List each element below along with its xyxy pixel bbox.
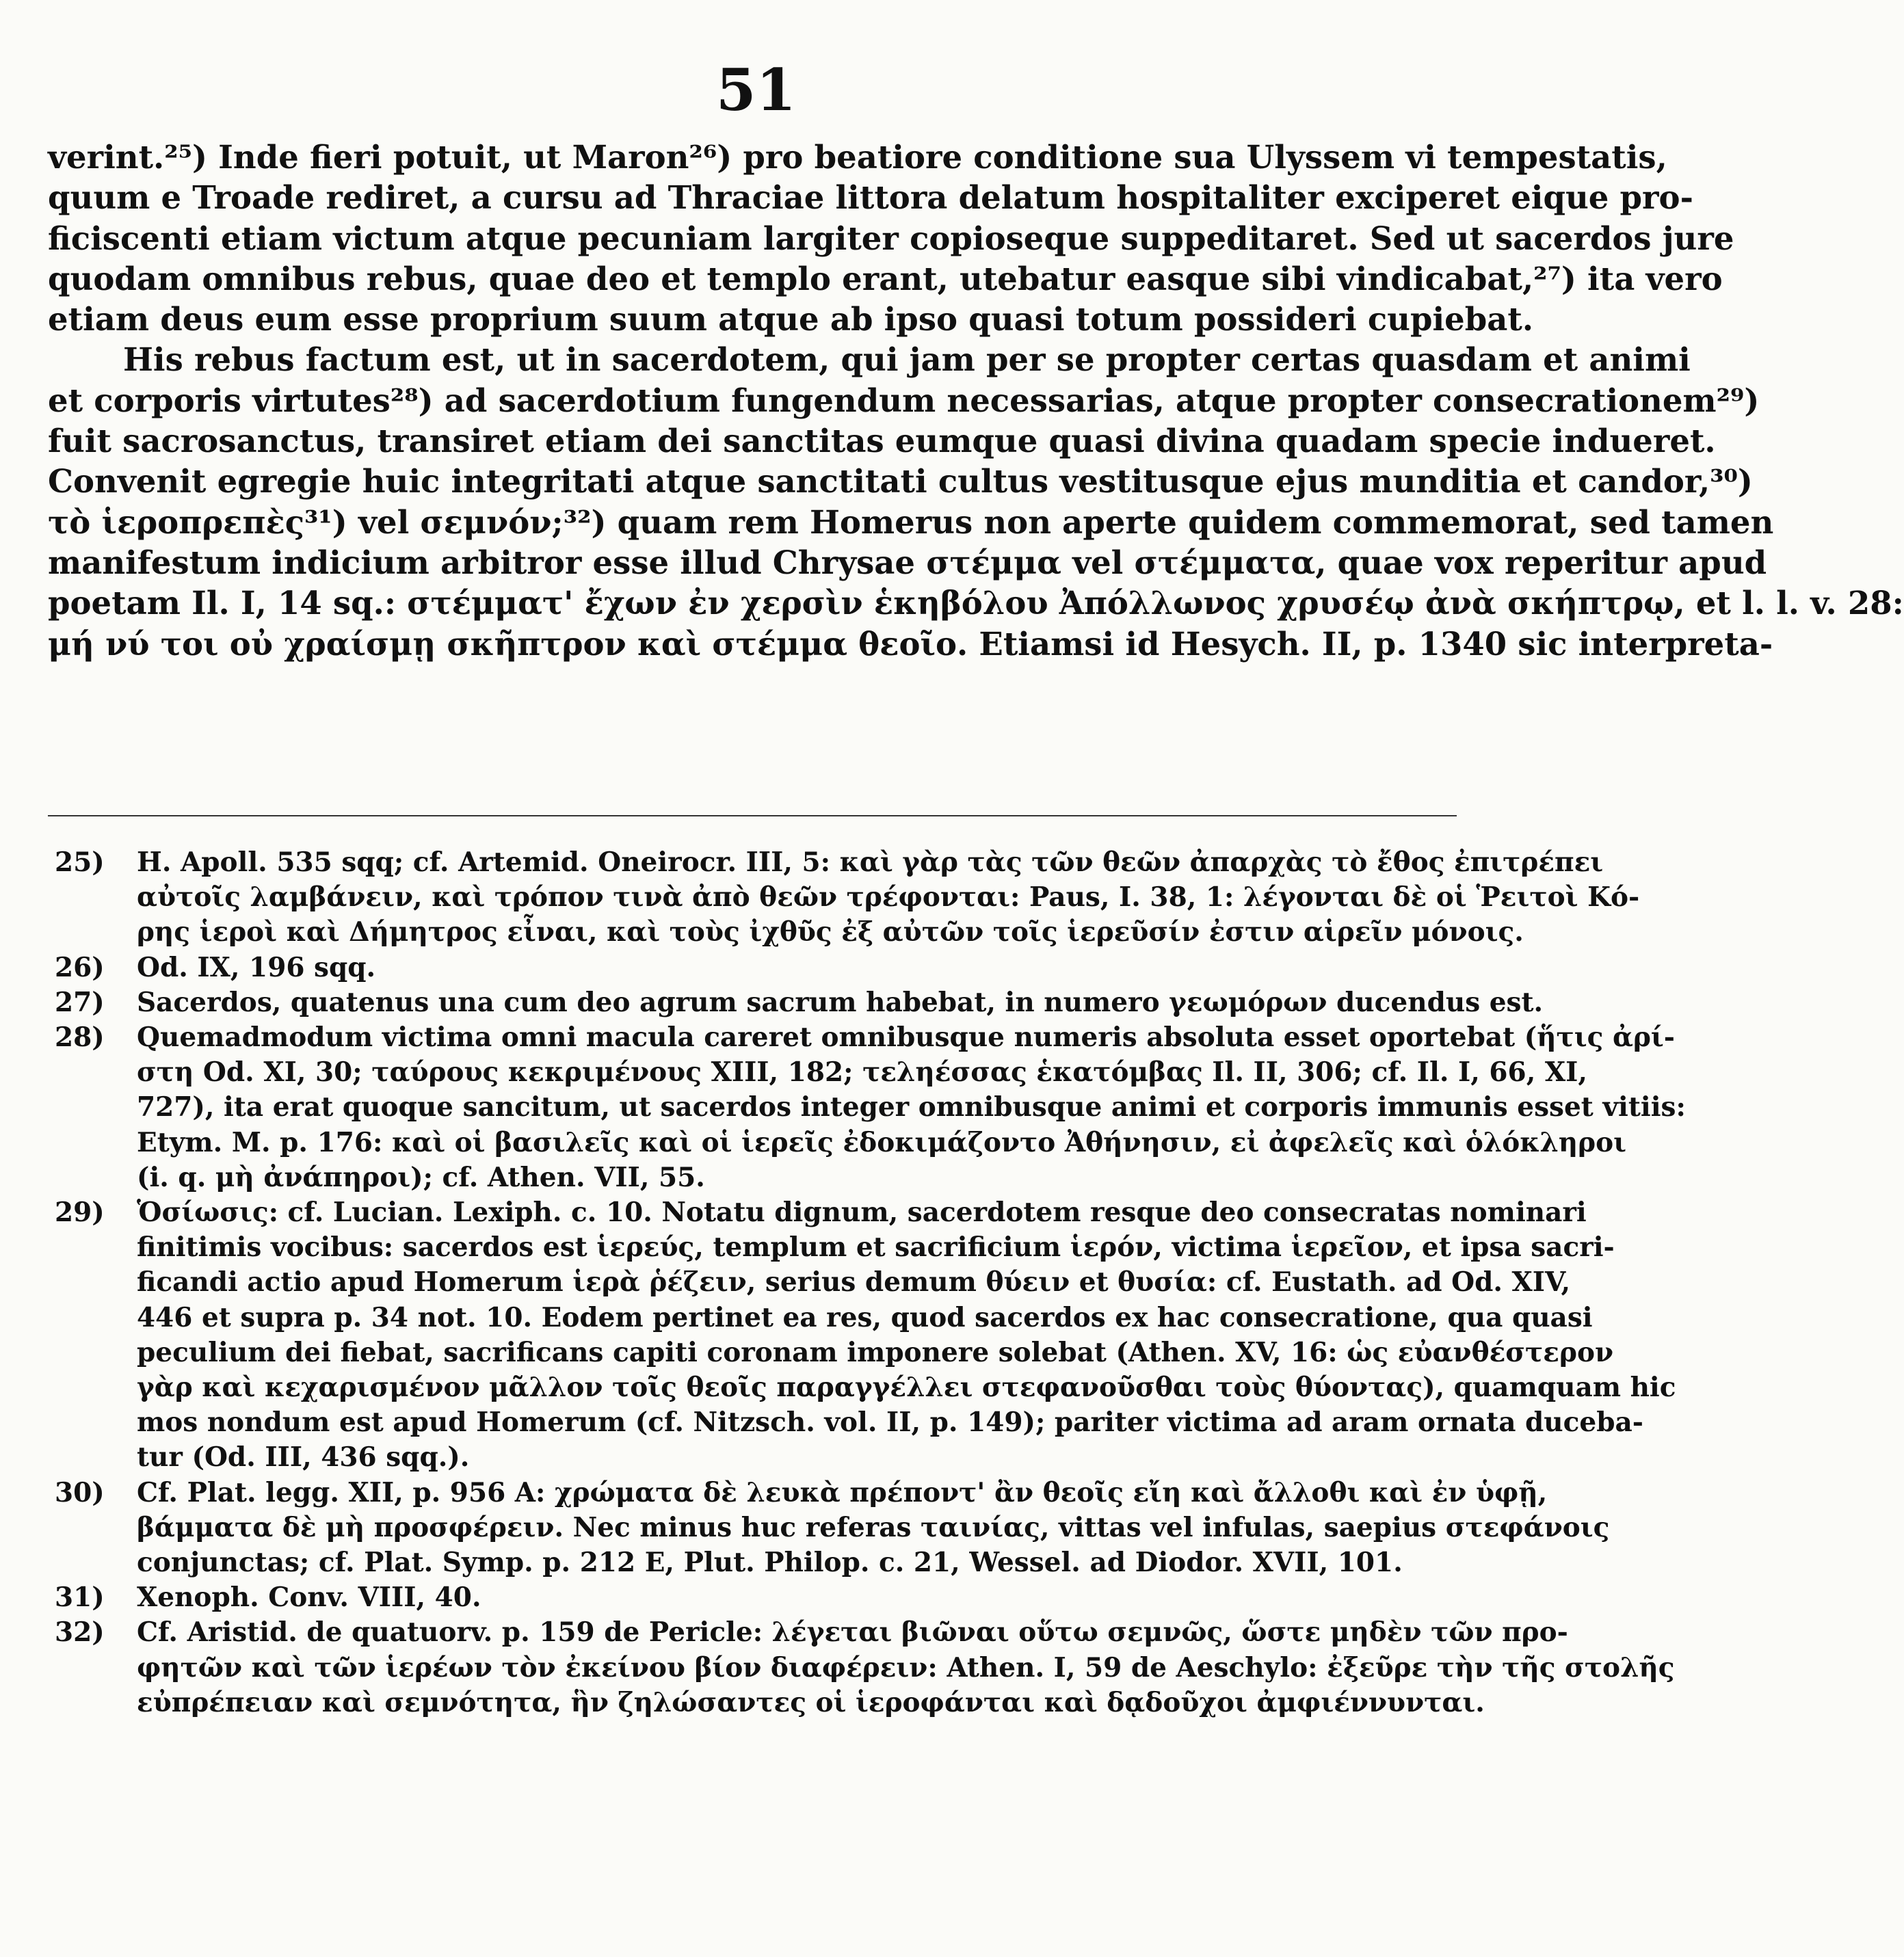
footnote-line: Xenoph. Conv. VIII, 40.: [137, 1582, 481, 1614]
footnote-27: [48, 985, 1544, 1020]
footnote-line: αὐτοῖς λαμβάνειν, καὶ τρόπον τινὰ ἀπὸ θεῶν τρέφονται: Paus, I. 38, 1: λέγονται δὲ οἱ Ῥειτοὶ Κό-: [137, 881, 1640, 914]
footnote-line: mos nondum est apud Homerum (cf. Nitzsch. vol. II, p. 149); pariter victima ad aram ornata duceba-: [137, 1407, 1643, 1439]
footnote-line: Sacerdos, quatenus una cum deo agrum sacrum habebat, in numero γεωμόρων ducendus est.: [137, 986, 1544, 1018]
footnote-line: (i. q. μὴ ἀνάπηροι); cf. Athen. VII, 55.: [137, 1161, 705, 1193]
footnote-line: peculium dei fiebat, sacrificans capiti coronam imponere solebat (Athen. XV, 16: ὡς εὐανθέστερον: [137, 1336, 1614, 1368]
body-line: μή νύ τοι οὐ χραίσμῃ σκῆπτρον καὶ στέμμα θεοῖο. Etiamsi id Hesych. II, p. 1340 sic interpreta-: [48, 624, 1773, 663]
footnote-line: ρης ἱεροὶ καὶ Δήμητρος εἶναι, καὶ τοὺς ἰχθῦς ἐξ αὐτῶν τοῖς ἱερεῦσίν ἐστιν αἱρεῖν μόνοις.: [137, 916, 1524, 948]
footnote-line: βάμματα δὲ μὴ προσφέρειν. Nec minus huc referas ταινίας, vittas vel infulas, saepius στεφάνοις: [137, 1511, 1610, 1543]
footnote-28: [48, 1020, 1686, 1195]
footnote-31: [48, 1580, 1457, 1615]
footnote-29: [48, 1195, 1676, 1476]
footnote-line: ficandi actio apud Homerum ἱερὰ ῥέζειν, serius demum θύειν et θυσία: cf. Eustath. ad Od. XIV,: [137, 1266, 1571, 1299]
page-number: 51: [716, 56, 796, 124]
footnote-line: 727), ita erat quoque sancitum, ut sacerdos integer omnibusque animi et corporis immunis esset vitiis:: [137, 1091, 1686, 1123]
body-line: ficiscenti etiam victum atque pecuniam largiter copioseque suppeditaret. Sed ut sacerdos jure: [48, 219, 1734, 257]
body-line: Convenit egregie huic integritati atque sanctitati cultus vestitusque ejus munditia et candor,³⁰): [48, 462, 1753, 501]
main-text: [48, 137, 1904, 664]
footnote-line: εὐπρέπειαν καὶ σεμνότητα, ἣν ζηλώσαντες οἱ ἱεροφάνται καὶ δᾳδοῦχοι ἀμφιέννυνται.: [137, 1686, 1485, 1718]
footnote-line: finitimis vocibus: sacerdos est ἱερεύς, templum et sacrificium ἱερόν, victima ἱερεῖον, et ipsa sacri-: [137, 1232, 1615, 1264]
footnote-number: 25): [55, 847, 105, 878]
footnote-line: στη Od. XI, 30; ταύρους κεκριμένους XIII, 182; τεληέσσας ἑκατόμβας Il. II, 306; cf. Il. I, 66, XI,: [137, 1056, 1587, 1089]
body-line: verint.²⁵) Inde fieri potuit, ut Maron²⁶) pro beatiore conditione sua Ulyssem vi tempestatis,: [48, 138, 1667, 176]
body-line: τὸ ἱεροπρεπὲς³¹) vel σεμνόν;³²) quam rem Homerus non aperte quidem commemorat, sed tamen: [48, 503, 1774, 541]
footnotes: [48, 845, 1686, 1720]
footnote-line: conjunctas; cf. Plat. Symp. p. 212 E, Plut. Philop. c. 21, Wessel. ad Diodor. XVII, 101.: [137, 1547, 1403, 1579]
body-line: et corporis virtutes²⁸) ad sacerdotium fungendum necessarias, atque propter consecrationem²⁹): [48, 381, 1760, 419]
body-line: fuit sacrosanctus, transiret etiam dei sanctitas eumque quasi divina quadam specie indueret.: [48, 422, 1716, 460]
footnote-30: [48, 1476, 1610, 1581]
footnote-line: 446 et supra p. 34 not. 10. Eodem pertinet ea res, quod sacerdos ex hac consecratione, qua quasi: [137, 1301, 1593, 1333]
footnote-line: Od. IX, 196 sqq.: [137, 951, 376, 983]
footnote-line: Ὁσίωσις: cf. Lucian. Lexiph. c. 10. Notatu dignum, sacerdotem resque deo consecratas nominari: [137, 1197, 1587, 1229]
body-line: poetam Il. I, 14 sq.: στέμματ' ἔχων ἐν χερσὶν ἑκηβόλου Ἀπόλλωνος χρυσέῳ ἀνὰ σκήπτρῳ, et l. l. v. 28:: [48, 584, 1904, 622]
footnote-line: Cf. Aristid. de quatuorv. p. 159 de Pericle: λέγεται βιῶναι οὕτω σεμνῶς, ὥστε μηδὲν τῶν προ-: [137, 1616, 1568, 1649]
footnote-number: 28): [55, 1022, 105, 1054]
footnote-divider: [48, 815, 1457, 816]
footnote-number: 30): [55, 1476, 105, 1508]
footnote-32: [48, 1615, 1675, 1720]
footnote-line: Etym. M. p. 176: καὶ οἱ βασιλεῖς καὶ οἱ ἱερεῖς ἐδοκιμάζοντο Ἀθήνησιν, εἰ ἀφελεῖς καὶ ὁλόκληροι: [137, 1126, 1626, 1158]
footnote-number: 26): [55, 951, 105, 983]
body-line: etiam deus eum esse proprium suum atque ab ipso quasi totum possideri cupiebat.: [48, 300, 1534, 338]
body-line: quodam omnibus rebus, quae deo et templo erant, utebatur easque sibi vindicabat,²⁷) ita vero: [48, 259, 1723, 297]
footnote-number: 27): [55, 986, 105, 1018]
footnote-line: φητῶν καὶ τῶν ἱερέων τὸν ἐκείνου βίον διαφέρειν: Athen. I, 59 de Aeschylo: ἐξεῦρε τὴν τῆς στολῆς: [137, 1651, 1675, 1683]
footnote-line: Quemadmodum victima omni macula careret omnibusque numeris absoluta esset oportebat (ἥτις ἀρί-: [137, 1022, 1675, 1054]
body-line: His rebus factum est, ut in sacerdotem, qui jam per se propter certas quasdam et animi: [123, 341, 1691, 379]
footnote-line: γὰρ καὶ κεχαρισμένον μᾶλλον τοῖς θεοῖς παραγγέλλει στεφανοῦσθαι τοὺς θύοντας), quamquam hic: [137, 1372, 1676, 1404]
footnote-number: 32): [55, 1616, 105, 1649]
footnote-26: [48, 950, 1457, 985]
body-line: manifestum indicium arbitror esse illud Chrysae στέμμα vel στέμματα, quae vox reperitur apud: [48, 543, 1767, 581]
footnote-25: [48, 845, 1640, 950]
footnote-number: 29): [55, 1197, 105, 1229]
footnote-line: H. Apoll. 535 sqq; cf. Artemid. Oneirocr. III, 5: καὶ γὰρ τὰς τῶν θεῶν ἀπαρχὰς τὸ ἔθος ἐπιτρέπει: [137, 847, 1604, 878]
footnote-number: 31): [55, 1582, 105, 1614]
body-line: quum e Troade rediret, a cursu ad Thraciae littora delatum hospitaliter exciperet eique pro-: [48, 178, 1693, 217]
footnote-line: Cf. Plat. legg. XII, p. 956 A: χρώματα δὲ λευκὰ πρέποντ' ἂν θεοῖς εἴη καὶ ἄλλοθι καὶ ἐν ὑφῇ,: [137, 1476, 1548, 1508]
footnote-line: tur (Od. III, 436 sqq.).: [137, 1441, 470, 1474]
